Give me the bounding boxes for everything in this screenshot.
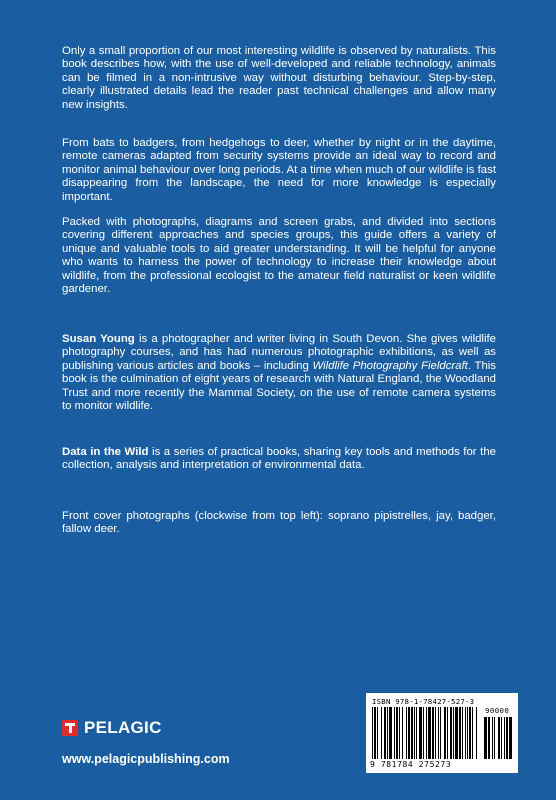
- cover-photo-credit: Front cover photographs (clockwise from top left): soprano pipistrelles, jay, badger, fallow deer.: [62, 510, 496, 536]
- isbn-barcode: [366, 693, 518, 773]
- isbn-number: ISBN 978-1-78427-527-3: [372, 697, 475, 706]
- blurb-paragraph-3: Packed with photographs, diagrams and screen grabs, and divided into sections covering different approaches and species groups, this guide offers a variety of unique and valuable tools to aid greater understanding. It will be helpful for anyone who wants to harness the power of technology to increase their knowledge about wildlife, from the professional ecologist to the amateur field naturalist or keen wildlife gardener.: [62, 216, 496, 296]
- series-text: is a series of practical books, sharing key tools and methods for the collection, analysis and interpretation of environmental data.: [62, 446, 496, 472]
- ean-digits: 9 781784 275273: [370, 760, 452, 769]
- barcode-bars: [372, 707, 514, 761]
- author-bio-end: . This book is the culmination of eight years of research with Natural England, the Woodland Trust and more recently the Mammal Society, on the use of remote camera systems to monitor wildlife.: [62, 359, 497, 413]
- series-name: Data in the Wild: [62, 446, 149, 458]
- blurb-paragraph-2: From bats to badgers, from hedgehogs to deer, whether by night or in the daytime, remote cameras adapted from security systems provide an ideal way to record and monitor animal behaviour over long periods. At a time when much of our wildlife is fast disappearing from the landscape, the need for more knowledge is especially important.: [62, 137, 496, 203]
- price-addon-code: 90000: [485, 706, 510, 715]
- publisher-logo: [62, 718, 162, 738]
- publisher-website-link[interactable]: www.pelagicpublishing.com: [62, 752, 230, 766]
- publisher-logo-text: PELAGIC: [84, 718, 162, 737]
- pelagic-logo-icon: [62, 720, 78, 736]
- blurb-paragraph-1: Only a small proportion of our most interesting wildlife is observed by naturalists. This book describes how, with the use of well-developed and reliable technology, animals can be filmed in a non-intrusive way without disturbing behaviour. Step-by-step, clearly illustrated details lead the reader past technical challenges and allow many new insights.: [62, 45, 496, 111]
- author-bio: [62, 333, 496, 413]
- series-description: [62, 446, 496, 473]
- author-name: Susan Young: [62, 333, 135, 345]
- author-bio-start: is a photographer and writer living in South Devon. She gives wildlife photography courses, and has had numerous photographic exhibitions, as well as publishing various articles and books – including: [62, 333, 496, 372]
- author-book-title: Wildlife Photography Fieldcraft: [312, 359, 468, 372]
